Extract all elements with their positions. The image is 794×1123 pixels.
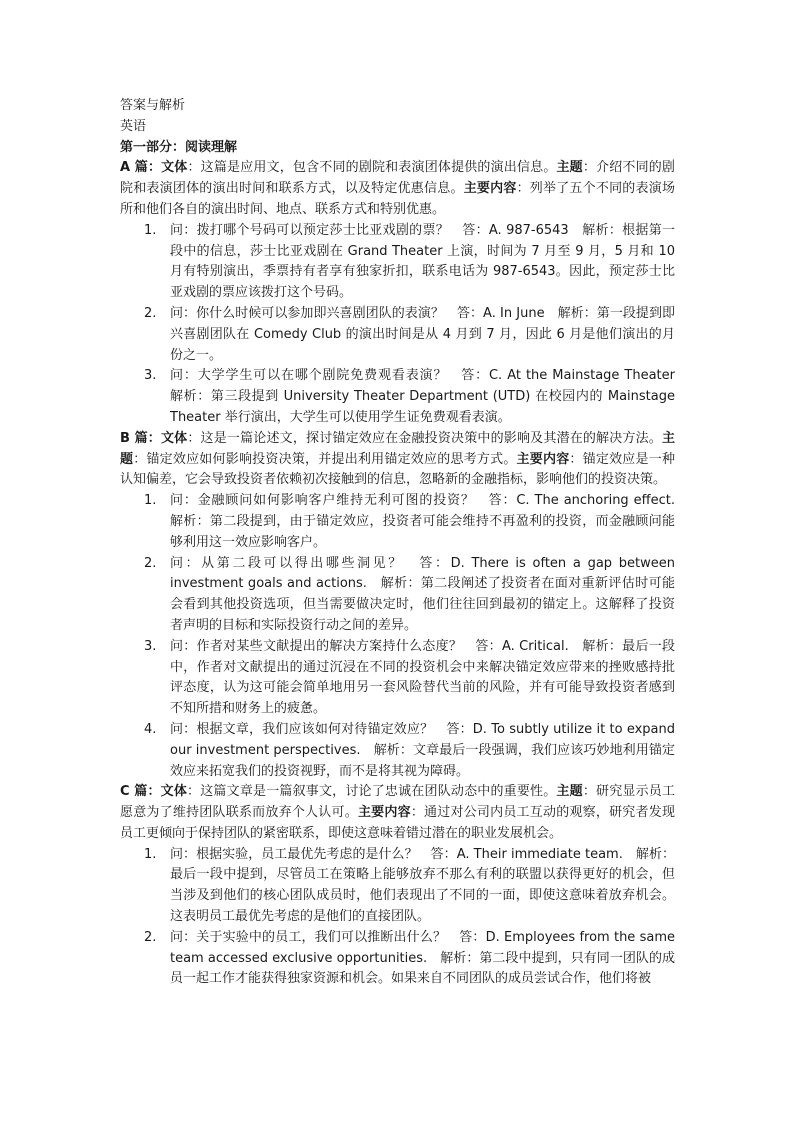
question-number: 2. xyxy=(144,929,157,945)
part-heading: 第一部分：阅读理解 xyxy=(120,139,238,155)
section-a xyxy=(120,158,689,428)
question-item xyxy=(120,491,689,553)
section-a-intro xyxy=(120,158,675,220)
question-item xyxy=(120,221,675,304)
question-item xyxy=(120,554,675,637)
question-number: 4. xyxy=(144,721,157,737)
question-number: 2. xyxy=(144,555,157,571)
section-c xyxy=(120,782,675,990)
section-c-questions xyxy=(120,845,675,991)
question-text: 问：作者对某些文献提出的解决方案持什么态度？ 答：A. Critical. 解析：最后一段中，作者对文献提出的通过沉浸在不同的投资机会中来解决锚定效应带来的挫败感持批评态度，认为这可能会简单地用另一套风险替代当前的风险，并有可能导致投资者感到不知所措和财务上的疲惫。 xyxy=(170,638,675,717)
section-b-name: B 篇： xyxy=(120,430,161,446)
section-b-content: ：锚定效应是一种认知偏差，它会导致投资者依赖初次接触到的信息，忽略新的金融指标，影响他们的投资决策。 xyxy=(120,451,675,488)
question-text: 问：你什么时候可以参加即兴喜剧团队的表演？ 答：A. In June 解析：第一段提到即兴喜剧团队在 Comedy Club 的演出时间是从 4 月到 7 月，因此 6 月是他们演出的月份之一。 xyxy=(170,305,675,363)
question-text: 问：拨打哪个号码可以预定莎士比亚戏剧的票？ 答：A. 987-6543 解析：根据第一段中的信息，莎士比亚戏剧在 Grand Theater 上演，时间为 7 月至 9 月，5 月和 10 月有特别演出，季票持有者享有独家折扣，联系电话为 987-6543。因此，预定莎士比亚戏剧的票应该拨打这个号码。 xyxy=(170,222,675,301)
question-number: 3. xyxy=(144,368,157,384)
question-item xyxy=(120,304,675,366)
question-number: 1. xyxy=(144,222,157,238)
section-c-content: ：通过对公司内员工互动的观察，研究者发现员工更倾向于保持团队的紧密联系，即使这意味着错过潜在的职业发展机会。 xyxy=(120,805,675,841)
doc-title: 答案与解析 xyxy=(120,98,186,113)
section-b-content-label: 主要内容 xyxy=(516,451,570,467)
section-b-theme-label: 主题 xyxy=(120,430,675,467)
section-a-genre-label: 文体 xyxy=(161,160,188,176)
section-a-questions xyxy=(120,221,689,429)
question-text: 问：关于实验中的员工，我们可以推断出什么？ 答：D. Employees from the same team accessed exclusive opportunities. 解析：第二段中提到，只有同一团队的成员一起工作才能获得独家资源和机会。如果来自不同团队的成员尝试合作，他们将被 xyxy=(170,929,675,987)
section-c-theme: ：研究显示员工愿意为了维持团队联系而放弃个人认可。 xyxy=(120,784,675,821)
section-a-theme: ：介绍不同的剧院和表演团体的演出时间和联系方式，以及特定优惠信息。 xyxy=(120,160,675,197)
section-c-content-label: 主要内容 xyxy=(357,805,411,821)
question-item xyxy=(120,637,675,720)
section-b-genre-label: 文体 xyxy=(161,430,188,446)
document-page xyxy=(120,96,689,990)
question-item xyxy=(120,720,675,782)
question-item xyxy=(120,845,675,928)
question-number: 1. xyxy=(144,846,157,862)
section-a-content: ：列举了五个不同的表演场所和他们各自的演出时间、地点、联系方式和特别优惠。 xyxy=(120,181,675,217)
question-text: 问：根据文章，我们应该如何对待锚定效应？ 答：D. To subtly utilize it to expand our investment perspectives. 解析：文章最后一段强调，我们应该巧妙地利用锚定效应来拓宽我们的投资视野，而不是将其视为障碍。 xyxy=(170,721,675,779)
section-c-genre: ：这篇文章是一篇叙事文，讨论了忠诚在团队动态中的重要性。 xyxy=(187,784,557,800)
section-a-name: A 篇： xyxy=(120,160,162,176)
question-number: 3. xyxy=(144,638,157,654)
question-text: 问：从第二段可以得出哪些洞见？ 答：D. There is often a gap between investment goals and actions. 解析：第二段阐述了投资者在面对重新评估时可能会看到其他投资选项，但当需要做决定时，他们往往回到最初的锚定上。这解释了投资者声明的目标和实际投资行动之间的差异。 xyxy=(170,555,675,633)
question-number: 2. xyxy=(144,305,157,321)
question-item xyxy=(120,366,689,428)
section-c-genre-label: 文体 xyxy=(160,784,188,800)
section-a-content-label: 主要内容 xyxy=(463,181,517,197)
section-b-intro xyxy=(120,429,675,491)
section-b-questions xyxy=(120,491,689,782)
question-text: 问：大学学生可以在哪个剧院免费观看表演？ 答：C. At the Mainstage Theater 解析：第三段提到 University Theater Department (UTD) 在校园内的 Mainstage Theater 举行演出，大学生可以使用学生证免费观看表演。 xyxy=(170,368,689,425)
question-text: 问：根据实验，员工最优先考虑的是什么？ 答：A. Their immediate team. 解析：最后一段中提到，尽管员工在策略上能够放弃不那么有利的联盟以获得更好的机会，但当涉及到他们的核心团队成员时，他们表现出了不同的一面，即使这意味着放弃机会。这表明员工最优先考虑的是他们的直接团队。 xyxy=(170,846,675,925)
subject-label: 英语 xyxy=(120,118,147,134)
section-a-genre: ：这篇是应用文，包含不同的剧院和表演团体提供的演出信息。 xyxy=(187,160,557,176)
section-c-name: C 篇： xyxy=(120,784,161,800)
question-text: 问：金融顾问如何影响客户维持无利可图的投资？ 答：C. The anchoring effect. 解析：第二段提到，由于锚定效应，投资者可能会维持不再盈利的投资，而金融顾问能够利用这一效应影响客户。 xyxy=(170,493,689,550)
section-a-theme-label: 主题 xyxy=(556,160,583,176)
section-b-genre: ：这是一篇论述文，探讨锚定效应在金融投资决策中的影响及其潜在的解决方法。 xyxy=(187,430,662,446)
question-item xyxy=(120,928,675,990)
section-b xyxy=(120,429,689,783)
section-b-theme: ：锚定效应如何影响投资决策，并提出利用锚定效应的思考方式。 xyxy=(133,451,517,467)
section-c-theme-label: 主题 xyxy=(556,784,583,800)
question-number: 1. xyxy=(144,493,157,509)
section-c-intro xyxy=(120,782,675,844)
